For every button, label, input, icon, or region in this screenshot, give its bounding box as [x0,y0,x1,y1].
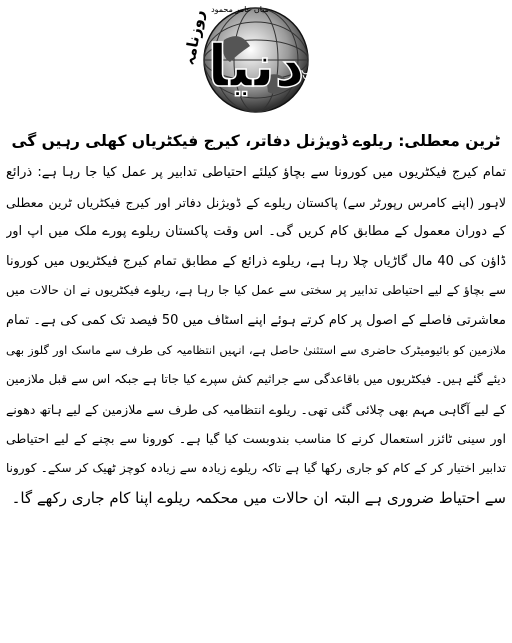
article-line: ملازمین کو بائیومیٹرک حاضری سے استثنیٰ حاصل ہے، انہیں انتظامیہ کی طرف سے ماسک اور گلوز بھی [6,342,506,357]
logo-arc-text: روزنامہ [180,8,208,67]
logo-wordmark: دنیا [207,32,305,100]
article-line: کے لیے آگاہی مہم بھی چلائی گئی تھی۔ ریلوے انتظامیہ کی طرف سے ملازمین کے لیے ہاتھ دھونے [6,401,506,417]
logo-city: لاہور [301,67,320,94]
article-line: ڈاؤن کی 40 مال گاڑیاں چلا رہا ہے، ریلوے ذرائع کے مطابق تمام کیرج فیکٹریوں میں کورونا [6,253,506,269]
article-line: سے بچاؤ کے لیے احتیاطی تدابیر پر سختی سے عمل کیا جا رہا ہے، ریلوے فیکٹریوں نے ان حالات میں [6,283,506,298]
article-line: لاہور (اپنے کامرس رپورٹر سے) پاکستان ریلوے کے ڈویژنل دفاتر اور کیرج فیکٹریاں ٹرین معطلی [6,194,506,210]
headline: ٹرین معطلی: ریلوے ڈویژنل دفاتر، کیرج فیکٹریاں کھلی رہیں گی [11,132,501,150]
article-line: اور سینی ٹائزر استعمال کرنے کا مناسب بندوبست کیا گیا ہے۔ کورونا سے بچنے کے لیے احتیاطی [6,431,506,447]
article-line: سے احتیاط ضروری ہے البتہ ان حالات میں محکمہ ریلوے اپنا کام جاری رکھے گا۔ [11,488,506,507]
article-body [6,158,506,513]
article-line: معاشرتی فاصلے کے اصول پر کام کرتے ہوئے اپنے اسٹاف میں 50 فیصد تک کمی کی ہے۔ تمام [6,312,506,328]
logo-top-text: میاں عامر محمود [211,5,269,14]
article-line: دیئے گئے ہیں۔ فیکٹریوں میں باقاعدگی سے جراثیم کش سپرے کیا جاتا ہے جبکہ اس سے قبل ملازمین [6,372,506,387]
article-line: کے دوران معمول کے مطابق کام کریں گی۔ اس وقت پاکستان ریلوے پورے ملک میں اپ اور [6,224,506,240]
article-line: تدابیر اختیار کر کے کام کو جاری رکھا گیا ہے تاکہ ریلوے زیادہ سے زیادہ کوچز ٹھیک کر سکے۔ کورونا [6,460,506,475]
dunya-newspaper-logo [180,0,330,122]
article-line: تمام کیرج فیکٹریوں میں کورونا سے بچاؤ کیلئے احتیاطی تدابیر پر عمل کیا جا رہا ہے: ذرائع [6,165,506,180]
